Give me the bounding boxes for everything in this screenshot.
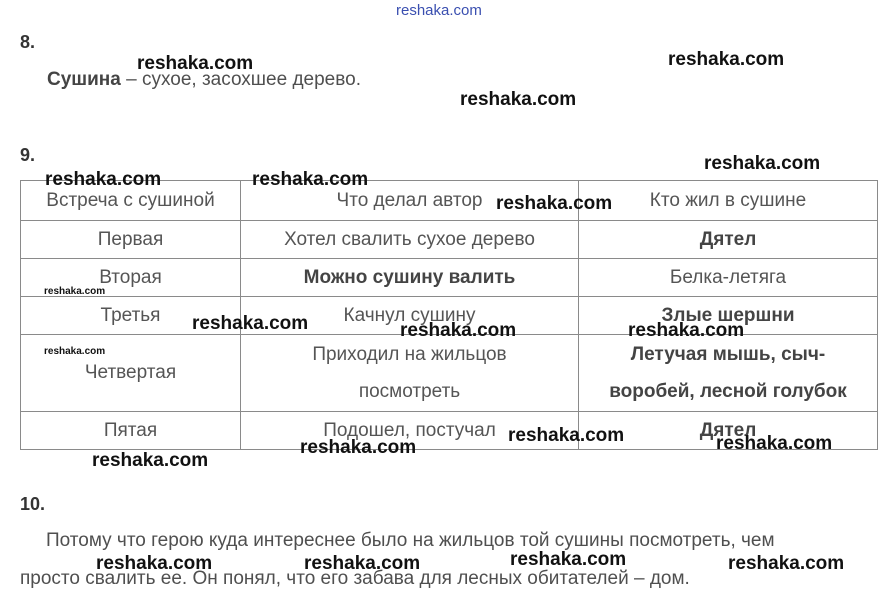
watermark: reshaka.com	[96, 553, 213, 574]
action-cell: Качнул сушину	[241, 297, 579, 335]
action-cell: Подошел, постучал	[241, 412, 579, 450]
watermark: reshaka.com	[628, 320, 745, 341]
watermark: reshaka.com	[137, 53, 254, 74]
dweller-cell: Белка-летяга	[579, 259, 878, 297]
watermark: reshaka.com	[508, 425, 625, 446]
task-10-line-1: Потому что герою куда интереснее было на жильцов той сушины посмотреть, чем	[46, 530, 775, 551]
dweller-cell: Дятел	[579, 412, 878, 450]
meeting-cell: Пятая	[21, 412, 241, 450]
header-dweller: Кто жил в сушине	[579, 181, 878, 221]
watermark: reshaka.com	[45, 169, 162, 190]
dweller-cell: Злые шершни	[579, 297, 878, 335]
meeting-cell: Четвертая	[21, 335, 241, 412]
watermark: reshaka.com	[496, 193, 613, 214]
site-header: reshaka.com	[396, 2, 482, 19]
watermark: reshaka.com	[510, 549, 627, 570]
task-8-number: 8.	[20, 32, 36, 52]
watermark: reshaka.com	[252, 169, 369, 190]
meeting-cell: Первая	[21, 221, 241, 259]
action-cell: Хотел свалить сухое дерево	[241, 221, 579, 259]
watermark: reshaka.com	[92, 450, 209, 471]
watermark: reshaka.com	[44, 346, 106, 357]
meeting-cell: Вторая	[21, 259, 241, 297]
watermark: reshaka.com	[400, 320, 517, 341]
task-8-term: Сушина	[47, 69, 121, 90]
table-row	[21, 335, 878, 412]
watermark: reshaka.com	[460, 89, 577, 110]
action-line-1: Приходил на жильцов	[312, 344, 507, 365]
action-line-2: посмотреть	[358, 381, 461, 402]
meetings-table	[20, 180, 878, 450]
watermark: reshaka.com	[668, 49, 785, 70]
watermark: reshaka.com	[704, 153, 821, 174]
watermark: reshaka.com	[728, 553, 845, 574]
header-meeting: Встреча с сушиной	[21, 181, 241, 221]
table-row	[21, 259, 878, 297]
watermark: reshaka.com	[716, 433, 833, 454]
watermark: reshaka.com	[304, 553, 421, 574]
dweller-line-1: Летучая мышь, сыч-	[630, 344, 826, 365]
task-10-line-2: просто свалить ее. Он понял, что его забава для лесных обитателей – дом.	[20, 568, 690, 589]
task-9-number: 9.	[20, 145, 36, 165]
watermark: reshaka.com	[192, 313, 309, 334]
action-cell	[241, 335, 579, 412]
watermark: reshaka.com	[44, 286, 106, 297]
watermark: reshaka.com	[300, 437, 417, 458]
header-action: Что делал автор	[241, 181, 579, 221]
table-row	[21, 221, 878, 259]
task-10-number: 10.	[20, 494, 46, 514]
dweller-cell	[579, 335, 878, 412]
dweller-line-2: воробей, лесной голубок	[609, 381, 847, 402]
dweller-cell: Дятел	[579, 221, 878, 259]
task-8-definition: – сухое, засохшее дерево.	[120, 69, 361, 90]
meeting-cell: Третья	[21, 297, 241, 335]
action-cell: Можно сушину валить	[241, 259, 579, 297]
